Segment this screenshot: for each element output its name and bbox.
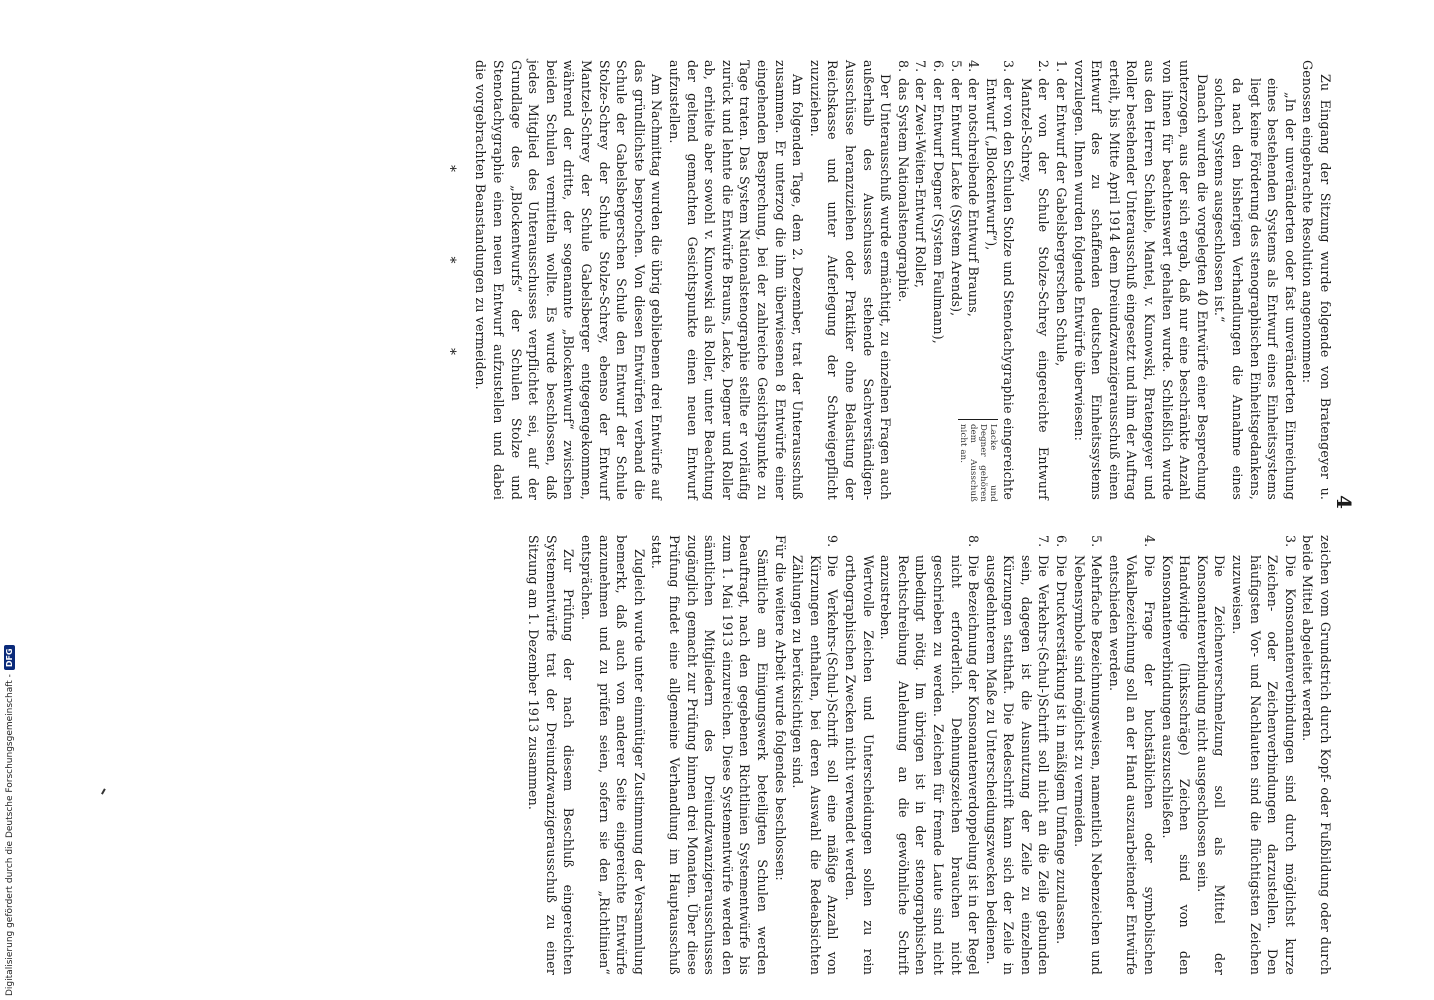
left-intro: zeichen vom Grundstrich durch Kopf- oder Fußbildung oder durch beide Mittel abgeleitet werden. [1300, 535, 1333, 975]
guideline-list [789, 535, 1299, 975]
list-item: 4. der notschreibende Entwurf Brauns, [966, 60, 982, 318]
list-item: 5. der Entwurf Lacke (System Arends), [948, 60, 964, 317]
list-item: 8. Die Bezeichnung der Konsonantenverdoppelung ist in der Regel nicht erforderlich. Dehnungszeichen brauchen nicht geschrieben zu werden. Zeichen für fremde Laute sind nicht unbedingt nötig. Im übrigen ist in der stenographischen Rechtschreibung Anlehnung an die gewöhnliche Schrift anzustreben. [878, 535, 982, 975]
paragraph: Zugleich wurde unter einmütiger Zustimmung der Versammlung bemerkt, daß auch von anderer Seite eingereichte Entwürfe anzunehmen und zu prüfen seien, sofern sie den „Richtlinien“ entsprächen. [579, 535, 647, 975]
list-item: 9. Die Verkehrs-(Schul-)Schrift soll eine mäßige Anzahl von Kürzungen enthalten, bei deren Auswahl die Redeabsichten Zählungen zu berücksichtigen sind. [790, 535, 841, 975]
column-left [525, 535, 1334, 975]
credit-text: Digitalisierung gefördert durch die Deutsche Forschungsgemeinschaft - [4, 674, 15, 996]
paragraph: Der Unterausschuß wurde ermächtigt, zu einzelnen Fragen auch außerhalb des Ausschusses stehende Sachverständigen-Ausschüsse heranzuziehen oder Praktiker ohne Belastung der Reichskasse und unter Auferlegung der Schweigepflicht zuzuziehen. [807, 60, 894, 500]
list-item: 6. Die Druckverstärkung ist in mäßigem Umfange zuzulassen. [1054, 535, 1070, 945]
digitization-credit [4, 645, 15, 996]
further-work-heading: Für die weitere Arbeit wurde folgendes beschlossen: [772, 535, 788, 881]
draft-list-wrapper [894, 60, 1070, 500]
list-item: 2. der von der Schule Stolze-Schrey eingereichte Entwurf Mantzel-Schrey, [1018, 60, 1052, 500]
paragraph: Am Nachmittag wurden die übrig gebliebenen drei Entwürfe auf das gründlichste besprochen. Von diesen Entwürfen verband die Schule der Gabelsbergerschen Schule den Entwurf der Schule Stolze-Schrey der Schule Stolze-Schrey, ebenso der Entwurf Mantzel-Schrey der Schule Gabelsberger entgegengekommen, während der dritte, der sogenannte „Blockentwurf“ zwischen beiden Schulen vermitteln wollte. Es wurde beschlossen, daß jedes Mitglied des Unterausschusses verpflichtet sei, auf der Grundlage des „Blockentwurfs“ der Schulen Stolze und Stenotachygraphie einen neuen Entwurf aufzustellen und dabei die vorgebrachten Beanstandungen zu vermeiden. [473, 60, 665, 500]
page-number: 4 [1332, 495, 1356, 509]
resolution-intro: Zu Eingang der Sitzung wurde folgende von Bratengeyer u. Genossen eingebrachte Resolution angenommen: [1300, 60, 1333, 500]
paragraph: Sämtliche am Einigungswerk beteiligten Schulen werden beauftragt, nach den gegebenen Richtlinien Systementwürfe bis zum 1. Mai 1913 einzureichen. Diese Systementwürfe werden den sämtlichen Mitgliedern des Dreiundzwanzigerausschusses zugänglich gemacht zur Prüfung binnen drei Monaten. Über diese Prüfung findet eine allgemeine Verhandlung im Hauptausschuß statt. [649, 535, 770, 975]
dfg-logo: DFG [4, 645, 15, 670]
list-item: 3. der von den Schulen Stolze und Stenotachygraphie eingereichte Entwurf („Blockentwurf“), [983, 60, 1017, 500]
resolution-quote: „In der unveränderten oder fast unveränderten Einreichung eines bestehenden Systems als Entwurf eines Einheitssystems liegt keine Förderung des stenographischen Einheitsgedankens, da nach den bisherigen Verhandlungen die Annahme eines solchen Systems ausgeschlossen ist.“ [1212, 78, 1298, 500]
list-item: 5. Mehrfache Bezeichnungsweisen, namentlich Nebenzeichen und Nebensymbole sind möglichst zu vermeiden. [1071, 535, 1105, 975]
section-stars: * * * [441, 165, 458, 395]
list-item: 8. das System Nationalstenographie. [895, 60, 911, 303]
paragraph: Am folgenden Tage, dem 2. Dezember, trat der Unterausschuß zusammen. Er unterzog die ihm überwiesenen 8 Entwürfe einer eingehenden Besprechung, bei der zahlreiche Gesichtspunkte zu Tage traten. Das System Nationalstenographie stellte er vorläufig zurück und lehnte die Entwürfe Brauns, Lacke, Degner und Roller ab, erhielte aber sowohl v. Kunowski als Roller, unter Beachtung der geltend gemachten Gesichtspunkte einen neuen Entwurf aufzustellen. [667, 60, 806, 500]
list-item: 7. Die Verkehrs-(Schul-)Schrift soll nicht an die Zeile gebunden sein, dagegen ist die Ausnutzung der Zeile zu einzelnen Kürzungen statthaft. Die Redeschrift kann sich der Zeile in ausgedehnterem Maße zu Unterscheidungszwecken bedienen. [983, 535, 1052, 975]
paragraph: Danach wurden die vorgelegten 40 Entwürfe einer Besprechung unterzogen, aus der sich ergab, daß nur eine beschränkte Anzahl von ihnen für beachtenswert gehalten wurde. Schließlich wurde aus den Herren Schaible, Mantel, v. Kunowski, Bratengeyer und Roller bestehender Unterausschuß eingesetzt und ihm der Auftrag erteilt, bis Mitte April 1914 dem Dreiundzwanzigerausschuß einen Entwurf des zu schaffenden deutschen Einheitssystems vorzulegen. Ihnen wurden folgende Entwürfe überwiesen: [1071, 60, 1210, 500]
list-item: Handwidrige (linksschräge) Zeichen sind von den Konsonantenverbindungen auszuschließen. [1159, 555, 1193, 975]
column-right [440, 60, 1334, 500]
list-item: Wertvolle Zeichen und Unterscheidungen sollen zu rein orthographischen Zwecken nicht verwendet werden. [842, 555, 876, 975]
list-item: 1. der Entwurf der Gabelsbergerschen Schule, [1054, 60, 1070, 367]
list-item: 6. der Entwurf Degner (System Faulmann), [930, 60, 946, 344]
paragraph: Zur Prüfung der nach diesem Beschluß eingereichten Systementwürfe trat der Dreiundzwanzigerausschuß zu einer Sitzung am 1. Dezember 1913 zusammen. [526, 535, 577, 975]
list-item: 7. der Zwei-Weiten-Entwurf Roller, [913, 60, 929, 289]
list-item: Die Zeichenverschmelzung soll als Mittel der Konsonantenverbindung nicht ausgeschlossen sein. [1194, 555, 1228, 975]
brace-note: Lacke und Degner gehören dem Ausschuß nicht an. [958, 419, 998, 502]
list-item: 3. Die Konsonantenverbindungen sind durch möglichst kurze Zeichen- oder Zeichenverbindungen darzustellen. Den häufigsten Vor- und Nachlauten sind die flüchtigsten Zeichen zuzuweisen. [1230, 535, 1298, 975]
list-item: 4. Die Frage der buchstäblichen oder symbolischen Vokalbezeichnung soll an der Hand auszuarbeitender Entwürfe entschieden werden. [1106, 535, 1158, 975]
